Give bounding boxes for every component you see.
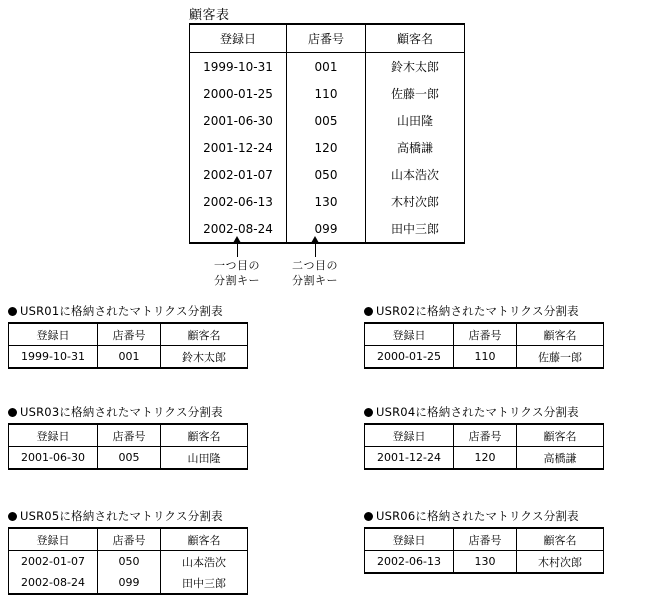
sub-table-title-text: USR05に格納されたマトリクス分割表 bbox=[20, 509, 223, 523]
column-header-customer: 顧客名 bbox=[161, 323, 248, 346]
table-row bbox=[9, 346, 248, 369]
table-row bbox=[9, 572, 248, 594]
cell-date: 2001-12-24 bbox=[365, 447, 454, 470]
table-row bbox=[190, 107, 465, 134]
column-header-date: 登録日 bbox=[9, 424, 98, 447]
table-row bbox=[365, 447, 604, 470]
cell-date: 2002-06-13 bbox=[190, 188, 287, 215]
first-key-label-line2: 分割キー bbox=[214, 274, 260, 287]
bullet-icon bbox=[8, 408, 17, 417]
cell-shop: 001 bbox=[98, 346, 161, 369]
column-header-shop: 店番号 bbox=[454, 323, 517, 346]
bullet-icon bbox=[364, 512, 373, 521]
table-row bbox=[190, 161, 465, 188]
matrix-partition-table-usr03 bbox=[8, 423, 248, 470]
column-header-shop: 店番号 bbox=[98, 528, 161, 551]
cell-shop: 110 bbox=[454, 346, 517, 369]
cell-shop: 110 bbox=[287, 80, 366, 107]
cell-date: 2002-08-24 bbox=[190, 215, 287, 243]
table-row bbox=[9, 447, 248, 470]
cell-date: 2001-06-30 bbox=[190, 107, 287, 134]
first-key-label-line1: 一つ目の bbox=[214, 259, 260, 272]
column-header-shop: 店番号 bbox=[98, 424, 161, 447]
table-row bbox=[365, 551, 604, 574]
cell-shop: 050 bbox=[287, 161, 366, 188]
sub-table-block-usr06 bbox=[364, 508, 604, 574]
cell-customer: 鈴木太郎 bbox=[161, 346, 248, 369]
sub-table-title-usr05 bbox=[8, 508, 248, 524]
cell-date: 2002-01-07 bbox=[190, 161, 287, 188]
table-header-row bbox=[9, 528, 248, 551]
cell-shop: 001 bbox=[287, 53, 366, 81]
sub-table-block-usr05 bbox=[8, 508, 248, 595]
table-header-row bbox=[9, 424, 248, 447]
sub-table-title-text: USR04に格納されたマトリクス分割表 bbox=[376, 405, 579, 419]
cell-customer: 山本浩次 bbox=[366, 161, 465, 188]
column-header-shop: 店番号 bbox=[287, 24, 366, 53]
column-header-shop: 店番号 bbox=[454, 424, 517, 447]
cell-shop: 130 bbox=[454, 551, 517, 574]
sub-table-title-usr03 bbox=[8, 404, 248, 420]
cell-customer: 山田隆 bbox=[366, 107, 465, 134]
cell-customer: 木村次郎 bbox=[517, 551, 604, 574]
matrix-partition-table-usr02 bbox=[364, 322, 604, 369]
table-header-row bbox=[9, 323, 248, 346]
sub-table-title-usr02 bbox=[364, 303, 604, 319]
second-key-arrow-line bbox=[315, 243, 316, 257]
column-header-shop: 店番号 bbox=[98, 323, 161, 346]
matrix-partition-table-usr04 bbox=[364, 423, 604, 470]
bullet-icon bbox=[364, 408, 373, 417]
sub-table-title-usr01 bbox=[8, 303, 248, 319]
table-row bbox=[190, 188, 465, 215]
cell-customer: 山本浩次 bbox=[161, 551, 248, 573]
column-header-date: 登録日 bbox=[365, 424, 454, 447]
cell-customer: 高橋謙 bbox=[366, 134, 465, 161]
column-header-customer: 顧客名 bbox=[161, 424, 248, 447]
cell-date: 2002-08-24 bbox=[9, 572, 98, 594]
column-header-customer: 顧客名 bbox=[366, 24, 465, 53]
column-header-customer: 顧客名 bbox=[161, 528, 248, 551]
matrix-partition-table-usr06 bbox=[364, 527, 604, 574]
table-row bbox=[190, 80, 465, 107]
matrix-partition-table-usr05 bbox=[8, 527, 248, 595]
sub-table-title-text: USR06に格納されたマトリクス分割表 bbox=[376, 509, 579, 523]
first-key-arrow-line bbox=[237, 243, 238, 257]
table-header-row bbox=[365, 323, 604, 346]
column-header-customer: 顧客名 bbox=[517, 424, 604, 447]
cell-customer: 鈴木太郎 bbox=[366, 53, 465, 81]
cell-date: 1999-10-31 bbox=[190, 53, 287, 81]
sub-table-block-usr02 bbox=[364, 303, 604, 369]
table-header-row bbox=[365, 528, 604, 551]
bullet-icon bbox=[364, 307, 373, 316]
bullet-icon bbox=[8, 512, 17, 521]
sub-table-title-text: USR02に格納されたマトリクス分割表 bbox=[376, 304, 579, 318]
column-header-customer: 顧客名 bbox=[517, 323, 604, 346]
sub-table-title-usr06 bbox=[364, 508, 604, 524]
sub-table-title-text: USR01に格納されたマトリクス分割表 bbox=[20, 304, 223, 318]
second-key-label-line1: 二つ目の bbox=[292, 259, 338, 272]
cell-customer: 高橋謙 bbox=[517, 447, 604, 470]
cell-date: 2002-06-13 bbox=[365, 551, 454, 574]
table-row bbox=[190, 53, 465, 81]
cell-date: 2001-06-30 bbox=[9, 447, 98, 470]
cell-customer: 佐藤一郎 bbox=[517, 346, 604, 369]
cell-customer: 田中三郎 bbox=[161, 572, 248, 594]
cell-customer: 山田隆 bbox=[161, 447, 248, 470]
sub-table-block-usr04 bbox=[364, 404, 604, 470]
cell-date: 1999-10-31 bbox=[9, 346, 98, 369]
matrix-partition-table-usr01 bbox=[8, 322, 248, 369]
cell-shop: 005 bbox=[98, 447, 161, 470]
table-row bbox=[190, 215, 465, 243]
customer-table bbox=[189, 23, 465, 244]
sub-table-title-usr04 bbox=[364, 404, 604, 420]
cell-shop: 099 bbox=[287, 215, 366, 243]
cell-customer: 佐藤一郎 bbox=[366, 80, 465, 107]
first-key-label bbox=[192, 258, 282, 288]
cell-customer: 田中三郎 bbox=[366, 215, 465, 243]
table-header-row bbox=[190, 24, 465, 53]
second-key-arrow-head bbox=[311, 236, 319, 243]
cell-date: 2001-12-24 bbox=[190, 134, 287, 161]
column-header-shop: 店番号 bbox=[454, 528, 517, 551]
cell-shop: 120 bbox=[454, 447, 517, 470]
cell-date: 2002-01-07 bbox=[9, 551, 98, 573]
cell-shop: 130 bbox=[287, 188, 366, 215]
table-row bbox=[190, 134, 465, 161]
sub-table-title-text: USR03に格納されたマトリクス分割表 bbox=[20, 405, 223, 419]
cell-date: 2000-01-25 bbox=[190, 80, 287, 107]
first-key-arrow-head bbox=[233, 236, 241, 243]
bullet-icon bbox=[8, 307, 17, 316]
sub-table-block-usr03 bbox=[8, 404, 248, 470]
cell-shop: 005 bbox=[287, 107, 366, 134]
table-row bbox=[365, 346, 604, 369]
main-table-title: 顧客表 bbox=[189, 8, 230, 23]
column-header-customer: 顧客名 bbox=[517, 528, 604, 551]
column-header-date: 登録日 bbox=[9, 528, 98, 551]
column-header-date: 登録日 bbox=[9, 323, 98, 346]
cell-date: 2000-01-25 bbox=[365, 346, 454, 369]
cell-shop: 050 bbox=[98, 551, 161, 573]
second-key-label bbox=[270, 258, 360, 288]
cell-shop: 120 bbox=[287, 134, 366, 161]
table-header-row bbox=[365, 424, 604, 447]
second-key-label-line2: 分割キー bbox=[292, 274, 338, 287]
column-header-date: 登録日 bbox=[190, 24, 287, 53]
table-row bbox=[9, 551, 248, 573]
cell-shop: 099 bbox=[98, 572, 161, 594]
sub-table-block-usr01 bbox=[8, 303, 248, 369]
cell-customer: 木村次郎 bbox=[366, 188, 465, 215]
column-header-date: 登録日 bbox=[365, 528, 454, 551]
column-header-date: 登録日 bbox=[365, 323, 454, 346]
